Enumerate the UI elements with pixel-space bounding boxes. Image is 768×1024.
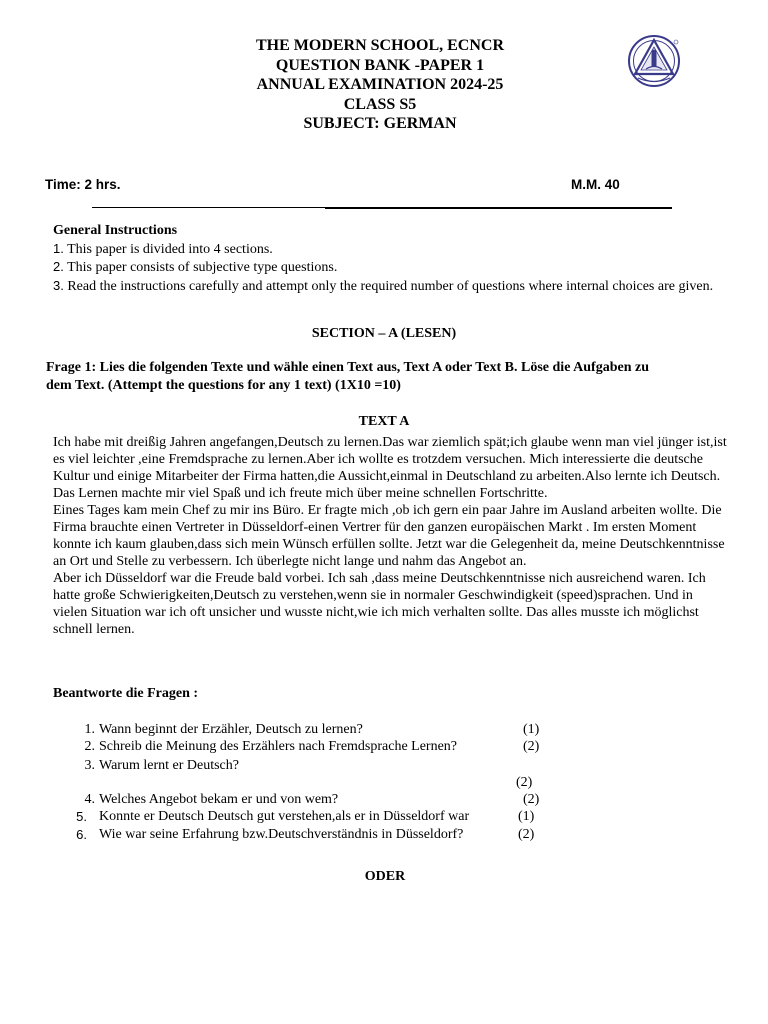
paper-title: QUESTION BANK -PAPER 1: [275, 56, 485, 74]
question-number: 2.: [84, 739, 95, 754]
section-title: SECTION – A (LESEN): [311, 326, 457, 341]
question-number: 3.: [84, 758, 95, 773]
instruction-text: Read the instructions carefully and attempt only the required number of questions where internal choices are given.: [63, 278, 714, 294]
question-number: 6.: [76, 827, 87, 842]
instruction-number: 1.: [53, 240, 64, 256]
question-text: Konnte er Deutsch Deutsch gut verstehen,als er in Düsseldorf war: [99, 809, 470, 824]
passage-paragraph: Aber ich Düsseldorf war die Freude bald vorbei. Ich sah ,dass meine Deutschkenntnisse nich ausreichend waren. Ich hatte große Schwierigkeiten,Deutsch zu verstehen,wenn sie in normaler Geschwindigkeit (speed)sprachen. Und in vielen Situation war ich oft unsicher und wusste nicht,wie ich mich verhalten sollte. Das alles musste ich möglichst schnell lernen.: [53, 571, 706, 637]
instruction-number: 3.: [53, 277, 64, 293]
question-marks: (2): [523, 739, 540, 754]
instruction-number: 2.: [53, 259, 64, 274]
question-marks: (2): [516, 775, 533, 790]
text-title: TEXT A: [358, 414, 410, 429]
question-number: 5.: [76, 809, 87, 824]
question-marks: (2): [518, 827, 535, 842]
max-marks: M.M. 40: [571, 177, 620, 192]
question-prompt: Frage 1: Lies die folgenden Texte und wähle einen Text aus, Text A oder Text B. Löse die Aufgaben zu dem Text. (Attempt the questions for any 1 text) (1X10 =10): [46, 360, 649, 393]
instruction-item: [53, 240, 723, 259]
question-marks: (1): [523, 722, 540, 737]
general-instructions: [53, 222, 723, 295]
question-text: Welches Angebot bekam er und von wem?: [99, 792, 339, 807]
passage-paragraph: Eines Tages kam mein Chef zu mir ins Büro. Er fragte mich ,ob ich gern ein paar Jahre im Ausland arbeiten wollte. Die Firma brauchte einen Vertreter in Düsseldorf-einen Vertrer für den ganzen europäischen Markt . Im ersten Moment konnte ich kaum glauben,dass sich mein Wünsch erfüllen sollte. Jetzt war die Gelegenheit da, meine Deutschkenntnisse an Ort und Stelle zu verbessern. Ich überlegte nicht lange und nahm das Angebot an.: [53, 503, 725, 569]
question-number: 4.: [84, 792, 95, 807]
question-text: Warum lernt er Deutsch?: [99, 758, 239, 773]
exam-time: Time: 2 hrs.: [45, 177, 121, 192]
question-text: Schreib die Meinung des Erzählers nach Fremdsprache Lernen?: [99, 739, 458, 754]
oder-divider-label: ODER: [364, 869, 406, 884]
reading-passage: [53, 434, 728, 638]
subject-label: SUBJECT: GERMAN: [303, 115, 457, 132]
question-marks: (1): [518, 809, 535, 824]
question-marks: (2): [523, 792, 540, 807]
instruction-text: This paper consists of subjective type questions.: [63, 260, 338, 275]
class-label: CLASS S5: [343, 95, 417, 113]
question-number: 1.: [84, 722, 95, 737]
instructions-title: General Instructions: [53, 223, 178, 238]
header-divider-thick: [325, 207, 672, 209]
school-name: THE MODERN SCHOOL, ECNCR: [255, 37, 505, 54]
question-text: Wie war seine Erfahrung bzw.Deutschverständnis in Düsseldorf?: [99, 827, 464, 842]
exam-title: ANNUAL EXAMINATION 2024-25: [256, 76, 504, 93]
questions-heading: Beantworte die Fragen :: [53, 686, 199, 701]
instruction-item: [53, 258, 723, 277]
instruction-text: This paper is divided into 4 sections.: [63, 241, 273, 257]
passage-paragraph: Ich habe mit dreißig Jahren angefangen,Deutsch zu lernen.Das war ziemlich spät;ich glaube wenn man viel jünger ist,ist es viel leichter ,eine Fremdsprache zu lernen.Aber ich wollte es trotzdem versuchen. Mich interessierte die deutsche Kultur und einige Mitarbeiter der Firma hatten,die Aussicht,einmal in Deutschland zu arbeiten.Also lernte ich Deutsch. Das Lernen machte mir viel Spaß und ich freute mich über meine schnellen Fortschritte.: [53, 435, 727, 501]
instruction-item: [53, 277, 723, 296]
question-text: Wann beginnt der Erzähler, Deutsch zu lernen?: [99, 722, 363, 737]
school-emblem-icon: [626, 33, 682, 89]
document-header: [180, 36, 580, 134]
